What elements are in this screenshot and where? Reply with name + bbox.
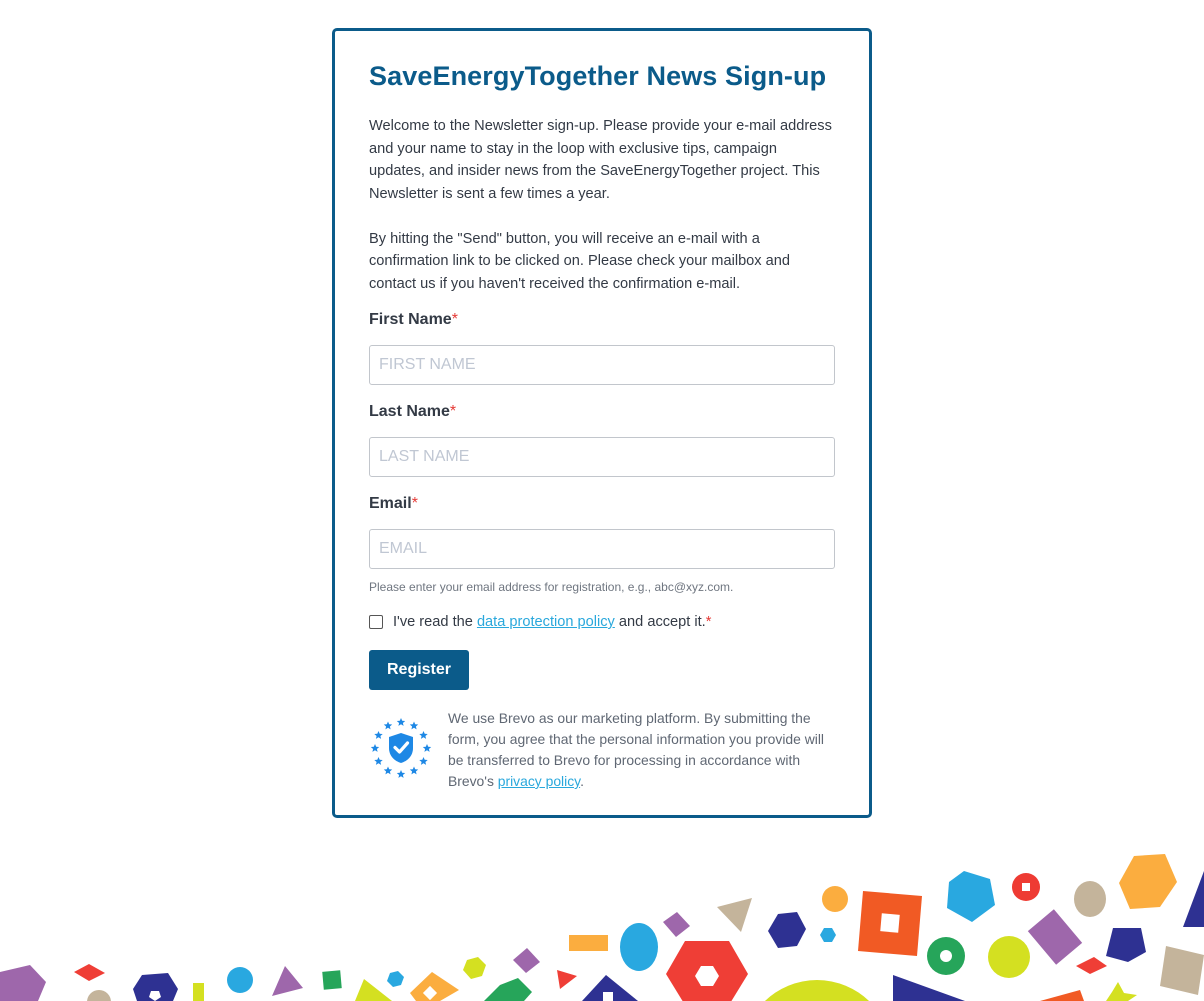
- shield-check-icon: [369, 715, 433, 779]
- brevo-notice-text: We use Brevo as our marketing platform. By submitting the form, you agree that the personal information you provide will be transferred to Brevo for processing in accordance with Brevo's: [448, 710, 825, 789]
- navy-triangle-shape: [893, 975, 965, 1001]
- consent-text-after: and accept it.: [618, 614, 706, 630]
- confetti-decoration: [0, 840, 1204, 1001]
- intro-paragraph: Welcome to the Newsletter sign-up. Please provide your e-mail address and your name to stay in the loop with exclusive tips, campaign updates, and insider news from the SaveEnergyTogether project. This Newsletter is sent a few times a year.: [369, 118, 832, 202]
- data-protection-policy-link[interactable]: data protection policy: [476, 614, 615, 630]
- required-mark: *: [451, 311, 458, 328]
- email-hint: Please enter your email address for registration, e.g., abc@xyz.com.: [369, 580, 734, 594]
- required-mark: *: [449, 403, 457, 420]
- first-name-label: First Name*: [369, 311, 458, 328]
- consent-row: [369, 614, 711, 630]
- email-input[interactable]: [369, 529, 835, 569]
- consent-checkbox[interactable]: [369, 615, 383, 629]
- blue-pentagon-shape: [947, 871, 995, 922]
- tan-ellipse-shape: [1074, 881, 1106, 917]
- required-mark: *: [411, 495, 418, 512]
- consent-text-before: I've read the: [393, 614, 473, 630]
- first-name-input[interactable]: [369, 345, 835, 385]
- required-mark: *: [705, 614, 712, 630]
- lime-circle-shape: [742, 980, 892, 1001]
- last-name-label: Last Name*: [369, 403, 457, 420]
- orange-hexagon-shape: [1119, 854, 1177, 909]
- form-title: SaveEnergyTogether News Sign-up: [369, 61, 827, 91]
- brevo-notice: [448, 708, 838, 792]
- confirmation-paragraph: By hitting the "Send" button, you will receive an e-mail with a confirmation link to be clicked on. Please check your mailbox and contact us if you haven't received the confirmation e-mail.: [369, 230, 791, 292]
- register-button[interactable]: Register: [369, 650, 469, 690]
- email-label: Email*: [369, 495, 418, 512]
- brevo-notice-end: .: [580, 773, 584, 789]
- form-intro: [369, 115, 835, 295]
- signup-form-card: [332, 28, 872, 818]
- privacy-policy-link[interactable]: privacy policy: [497, 773, 581, 789]
- last-name-input[interactable]: [369, 437, 835, 477]
